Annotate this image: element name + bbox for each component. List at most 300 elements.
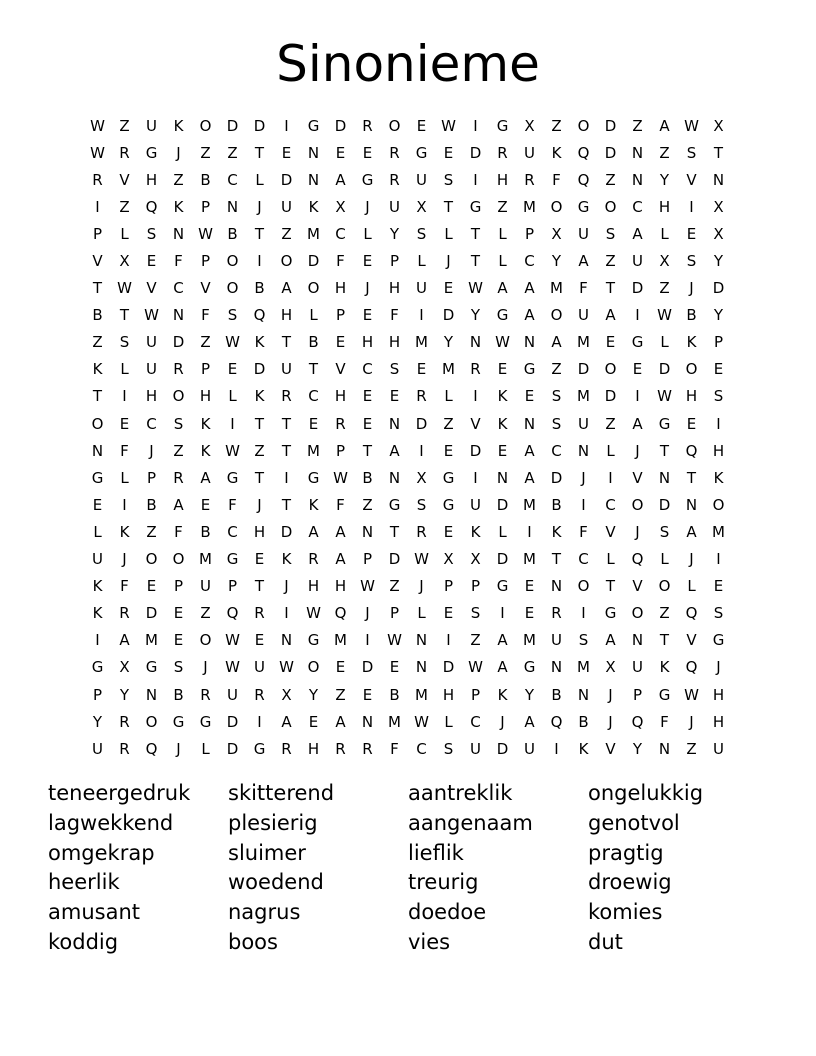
- grid-letter: L: [660, 550, 669, 569]
- grid-letter: N: [685, 495, 698, 514]
- grid-letter: J: [149, 441, 154, 460]
- grid-letter: A: [524, 279, 535, 298]
- grid-letter: G: [604, 604, 617, 623]
- grid-letter: T: [254, 468, 265, 487]
- grid-letter: F: [174, 522, 183, 541]
- grid-letter: H: [199, 387, 212, 406]
- grid-letter: U: [578, 306, 589, 325]
- grid-letter: K: [119, 522, 130, 541]
- grid-letter: S: [686, 143, 697, 162]
- grid-letter: N: [415, 631, 428, 650]
- grid-letter: E: [524, 577, 535, 596]
- grid-letter: I: [473, 116, 478, 135]
- grid-letter: K: [173, 116, 184, 135]
- grid-letter: S: [119, 333, 130, 352]
- grid-letter: P: [470, 685, 481, 704]
- grid-letter: K: [551, 522, 562, 541]
- grid-letter: A: [659, 116, 670, 135]
- grid-letter: Q: [550, 712, 563, 731]
- grid-letter: Z: [119, 116, 130, 135]
- grid-letter: N: [658, 739, 671, 758]
- word-item: sluimer: [228, 840, 306, 865]
- grid-row: [84, 302, 732, 329]
- grid-letter: D: [145, 604, 158, 623]
- grid-row: [84, 491, 732, 518]
- grid-letter: U: [632, 658, 643, 677]
- grid-letter: I: [257, 252, 262, 271]
- grid-letter: Y: [713, 252, 724, 271]
- grid-letter: P: [335, 306, 346, 325]
- word-item: pragtig: [588, 840, 664, 865]
- grid-letter: Z: [173, 170, 184, 189]
- grid-letter: Y: [92, 712, 103, 731]
- grid-letter: R: [416, 522, 427, 541]
- grid-letter: E: [200, 495, 211, 514]
- grid-letter: W: [657, 306, 672, 325]
- grid-letter: A: [578, 252, 589, 271]
- grid-letter: D: [388, 550, 401, 569]
- grid-letter: O: [658, 577, 671, 596]
- grid-letter: R: [470, 360, 481, 379]
- grid-letter: Z: [632, 116, 643, 135]
- grid-letter: M: [388, 712, 401, 731]
- grid-letter: R: [335, 739, 346, 758]
- grid-letter: U: [551, 631, 562, 650]
- word-column: [48, 779, 228, 958]
- grid-letter: K: [254, 387, 265, 406]
- grid-letter: F: [390, 306, 399, 325]
- grid-letter: O: [631, 604, 644, 623]
- grid-letter: O: [226, 279, 239, 298]
- grid-letter: A: [335, 712, 346, 731]
- grid-letter: A: [632, 414, 643, 433]
- grid-letter: U: [470, 739, 481, 758]
- word-item: doedoe: [408, 900, 487, 925]
- grid-letter: J: [365, 604, 370, 623]
- grid-letter: Z: [119, 197, 130, 216]
- grid-letter: U: [389, 197, 400, 216]
- grid-letter: I: [716, 414, 721, 433]
- grid-letter: W: [360, 577, 375, 596]
- grid-letter: F: [336, 252, 345, 271]
- grid-letter: S: [443, 170, 454, 189]
- grid-letter: X: [713, 197, 724, 216]
- grid-letter: Y: [524, 685, 535, 704]
- grid-letter: T: [281, 333, 292, 352]
- grid-letter: X: [524, 116, 535, 135]
- grid-letter: O: [685, 360, 698, 379]
- grid-letter: K: [308, 495, 319, 514]
- grid-letter: O: [604, 197, 617, 216]
- grid-letter: X: [551, 224, 562, 243]
- grid-letter: U: [146, 116, 157, 135]
- grid-letter: B: [362, 468, 373, 487]
- grid-letter: L: [498, 224, 507, 243]
- grid-letter: D: [253, 116, 266, 135]
- grid-letter: K: [92, 360, 103, 379]
- grid-letter: I: [95, 197, 100, 216]
- grid-letter: G: [145, 658, 158, 677]
- grid-letter: L: [417, 252, 426, 271]
- grid-letter: K: [173, 197, 184, 216]
- grid-letter: J: [689, 550, 694, 569]
- grid-letter: P: [92, 685, 103, 704]
- grid-letter: D: [442, 658, 455, 677]
- grid-letter: E: [335, 658, 346, 677]
- grid-letter: Z: [335, 685, 346, 704]
- grid-letter: J: [365, 197, 370, 216]
- word-item: teneergedruk: [48, 781, 191, 805]
- grid-letter: Y: [119, 685, 130, 704]
- grid-letter: F: [174, 252, 183, 271]
- grid-letter: T: [254, 143, 265, 162]
- grid-letter: U: [227, 685, 238, 704]
- grid-letter: H: [145, 170, 158, 189]
- grid-letter: R: [497, 143, 508, 162]
- grid-letter: E: [362, 306, 373, 325]
- grid-letter: D: [172, 333, 185, 352]
- grid-letter: D: [469, 143, 482, 162]
- grid-letter: M: [199, 550, 212, 569]
- grid-letter: U: [416, 279, 427, 298]
- grid-letter: Z: [281, 224, 292, 243]
- grid-letter: W: [414, 550, 429, 569]
- grid-letter: E: [443, 604, 454, 623]
- grid-letter: Z: [173, 441, 184, 460]
- grid-letter: E: [443, 441, 454, 460]
- grid-letter: K: [659, 658, 670, 677]
- grid-letter: N: [388, 414, 401, 433]
- grid-letter: G: [307, 468, 320, 487]
- grid-letter: E: [362, 685, 373, 704]
- grid-letter: H: [253, 522, 266, 541]
- grid-letter: X: [713, 224, 724, 243]
- grid-letter: S: [173, 414, 184, 433]
- grid-letter: U: [254, 658, 265, 677]
- grid-letter: A: [497, 631, 508, 650]
- grid-row: [84, 193, 732, 220]
- grid-letter: D: [253, 360, 266, 379]
- grid-letter: Z: [605, 414, 616, 433]
- grid-letter: D: [604, 143, 617, 162]
- grid-letter: B: [578, 712, 589, 731]
- grid-letter: W: [225, 631, 240, 650]
- grid-letter: Y: [308, 685, 319, 704]
- grid-letter: A: [524, 712, 535, 731]
- grid-letter: C: [632, 197, 643, 216]
- grid-letter: P: [173, 577, 184, 596]
- grid-letter: U: [146, 333, 157, 352]
- grid-letter: V: [686, 631, 697, 650]
- letter-grid: [84, 112, 732, 762]
- grid-letter: H: [145, 387, 158, 406]
- word-column: [408, 779, 588, 958]
- grid-letter: F: [579, 279, 588, 298]
- grid-letter: R: [335, 414, 346, 433]
- grid-letter: M: [523, 631, 536, 650]
- grid-letter: M: [145, 631, 158, 650]
- grid-letter: N: [496, 468, 509, 487]
- grid-letter: M: [415, 685, 428, 704]
- grid-letter: K: [470, 522, 481, 541]
- grid-letter: G: [442, 468, 455, 487]
- grid-row: [84, 464, 732, 491]
- grid-letter: L: [660, 333, 669, 352]
- grid-letter: A: [497, 279, 508, 298]
- grid-letter: P: [335, 441, 346, 460]
- grid-letter: R: [173, 468, 184, 487]
- grid-letter: C: [524, 252, 535, 271]
- grid-letter: Z: [659, 604, 670, 623]
- grid-letter: N: [631, 143, 644, 162]
- grid-letter: S: [713, 387, 724, 406]
- grid-letter: T: [308, 360, 319, 379]
- grid-letter: N: [280, 631, 293, 650]
- grid-letter: K: [92, 604, 103, 623]
- grid-letter: Q: [226, 604, 239, 623]
- grid-letter: P: [443, 577, 454, 596]
- grid-letter: I: [554, 739, 559, 758]
- grid-letter: G: [523, 658, 536, 677]
- grid-letter: C: [578, 550, 589, 569]
- grid-letter: G: [145, 143, 158, 162]
- grid-letter: N: [550, 658, 563, 677]
- grid-letter: K: [497, 685, 508, 704]
- grid-letter: G: [658, 685, 671, 704]
- grid-letter: Q: [145, 739, 158, 758]
- grid-row: [84, 654, 732, 681]
- grid-letter: V: [200, 279, 211, 298]
- grid-letter: O: [712, 495, 725, 514]
- grid-letter: Q: [685, 441, 698, 460]
- grid-letter: T: [281, 441, 292, 460]
- grid-letter: G: [415, 143, 428, 162]
- grid-letter: V: [146, 279, 157, 298]
- grid-letter: W: [90, 116, 105, 135]
- grid-letter: J: [581, 468, 586, 487]
- grid-letter: U: [632, 252, 643, 271]
- grid-letter: T: [362, 441, 373, 460]
- grid-letter: G: [469, 197, 482, 216]
- grid-letter: D: [280, 170, 293, 189]
- word-item: aangenaam: [408, 810, 533, 835]
- grid-letter: I: [500, 604, 505, 623]
- grid-letter: E: [416, 360, 427, 379]
- grid-letter: A: [335, 522, 346, 541]
- grid-letter: J: [500, 712, 505, 731]
- word-item: plesierig: [228, 810, 318, 835]
- grid-letter: W: [387, 631, 402, 650]
- grid-letter: Z: [605, 170, 616, 189]
- grid-letter: L: [201, 739, 210, 758]
- word-column: [588, 779, 768, 958]
- grid-letter: G: [631, 333, 644, 352]
- word-item: omgekrap: [48, 840, 155, 865]
- grid-letter: T: [470, 224, 481, 243]
- grid-letter: A: [551, 333, 562, 352]
- grid-letter: R: [389, 170, 400, 189]
- grid-letter: L: [444, 387, 453, 406]
- grid-letter: G: [307, 116, 320, 135]
- grid-letter: O: [550, 197, 563, 216]
- grid-letter: P: [470, 577, 481, 596]
- grid-letter: A: [200, 468, 211, 487]
- grid-letter: K: [497, 387, 508, 406]
- grid-letter: J: [635, 522, 640, 541]
- grid-letter: J: [176, 739, 181, 758]
- grid-letter: U: [281, 197, 292, 216]
- grid-letter: X: [470, 550, 481, 569]
- grid-letter: N: [631, 631, 644, 650]
- grid-letter: C: [227, 170, 238, 189]
- grid-letter: X: [119, 252, 130, 271]
- grid-letter: O: [307, 658, 320, 677]
- grid-letter: A: [281, 712, 292, 731]
- grid-letter: S: [146, 224, 157, 243]
- grid-letter: W: [144, 306, 159, 325]
- grid-letter: N: [523, 414, 536, 433]
- grid-letter: X: [605, 658, 616, 677]
- grid-letter: M: [334, 631, 347, 650]
- grid-letter: S: [470, 604, 481, 623]
- grid-letter: P: [92, 224, 103, 243]
- grid-letter: P: [200, 360, 211, 379]
- grid-letter: L: [363, 224, 372, 243]
- grid-letter: I: [635, 387, 640, 406]
- grid-letter: W: [684, 685, 699, 704]
- grid-letter: E: [632, 360, 643, 379]
- grid-letter: N: [91, 441, 104, 460]
- grid-letter: E: [119, 414, 130, 433]
- grid-letter: K: [308, 197, 319, 216]
- grid-letter: R: [362, 739, 373, 758]
- grid-letter: P: [200, 252, 211, 271]
- word-column: [228, 779, 408, 958]
- grid-letter: W: [279, 658, 294, 677]
- word-item: woedend: [228, 870, 324, 895]
- grid-letter: J: [203, 658, 208, 677]
- grid-row: [84, 518, 732, 545]
- grid-letter: A: [389, 441, 400, 460]
- grid-letter: I: [581, 604, 586, 623]
- grid-letter: Y: [470, 306, 481, 325]
- grid-letter: X: [416, 468, 427, 487]
- grid-letter: A: [173, 495, 184, 514]
- grid-row: [84, 247, 732, 274]
- grid-letter: E: [308, 414, 319, 433]
- grid-letter: F: [336, 495, 345, 514]
- grid-letter: N: [523, 333, 536, 352]
- grid-letter: K: [200, 441, 211, 460]
- grid-letter: T: [659, 631, 670, 650]
- grid-letter: Q: [631, 712, 644, 731]
- grid-letter: K: [713, 468, 724, 487]
- grid-letter: C: [146, 414, 157, 433]
- grid-letter: D: [658, 495, 671, 514]
- grid-letter: E: [443, 279, 454, 298]
- grid-letter: K: [497, 414, 508, 433]
- grid-letter: N: [361, 712, 374, 731]
- grid-letter: I: [122, 387, 127, 406]
- grid-letter: M: [415, 333, 428, 352]
- grid-letter: U: [578, 224, 589, 243]
- grid-letter: T: [281, 414, 292, 433]
- grid-letter: Z: [362, 495, 373, 514]
- grid-row: [84, 735, 732, 762]
- grid-letter: Z: [551, 116, 562, 135]
- grid-letter: H: [658, 197, 671, 216]
- grid-letter: F: [120, 577, 129, 596]
- grid-letter: J: [284, 577, 289, 596]
- grid-letter: U: [524, 739, 535, 758]
- grid-letter: H: [334, 387, 347, 406]
- grid-letter: B: [551, 685, 562, 704]
- grid-letter: N: [658, 468, 671, 487]
- grid-letter: E: [389, 387, 400, 406]
- grid-letter: T: [443, 197, 454, 216]
- grid-letter: E: [443, 522, 454, 541]
- grid-letter: E: [713, 577, 724, 596]
- grid-letter: J: [608, 712, 613, 731]
- grid-letter: B: [389, 685, 400, 704]
- grid-letter: A: [524, 441, 535, 460]
- grid-letter: E: [362, 143, 373, 162]
- grid-letter: L: [228, 387, 237, 406]
- grid-letter: G: [496, 116, 509, 135]
- grid-row: [84, 139, 732, 166]
- grid-letter: F: [228, 495, 237, 514]
- grid-letter: K: [92, 577, 103, 596]
- grid-letter: T: [659, 441, 670, 460]
- grid-letter: E: [308, 712, 319, 731]
- grid-letter: T: [686, 468, 697, 487]
- grid-letter: J: [257, 197, 262, 216]
- grid-letter: N: [172, 224, 185, 243]
- grid-letter: O: [631, 495, 644, 514]
- grid-letter: E: [686, 414, 697, 433]
- grid-letter: B: [146, 495, 157, 514]
- word-item: lagwekkend: [48, 810, 174, 835]
- grid-letter: H: [496, 170, 509, 189]
- grid-letter: H: [307, 739, 320, 758]
- grid-row: [84, 166, 732, 193]
- grid-letter: X: [119, 658, 130, 677]
- grid-letter: J: [257, 495, 262, 514]
- grid-letter: X: [416, 197, 427, 216]
- grid-letter: E: [713, 360, 724, 379]
- grid-letter: L: [120, 468, 129, 487]
- grid-letter: Z: [497, 197, 508, 216]
- grid-letter: E: [389, 658, 400, 677]
- grid-letter: M: [307, 224, 320, 243]
- grid-letter: D: [496, 495, 509, 514]
- grid-letter: R: [254, 604, 265, 623]
- grid-letter: F: [552, 170, 561, 189]
- grid-letter: F: [579, 522, 588, 541]
- grid-letter: W: [495, 333, 510, 352]
- grid-letter: G: [226, 550, 239, 569]
- grid-row: [84, 220, 732, 247]
- grid-letter: O: [604, 360, 617, 379]
- grid-letter: U: [146, 360, 157, 379]
- grid-letter: E: [524, 387, 535, 406]
- grid-letter: Z: [551, 360, 562, 379]
- grid-letter: D: [226, 116, 239, 135]
- grid-letter: E: [443, 143, 454, 162]
- grid-letter: O: [91, 414, 104, 433]
- grid-letter: W: [414, 712, 429, 731]
- grid-letter: P: [632, 685, 643, 704]
